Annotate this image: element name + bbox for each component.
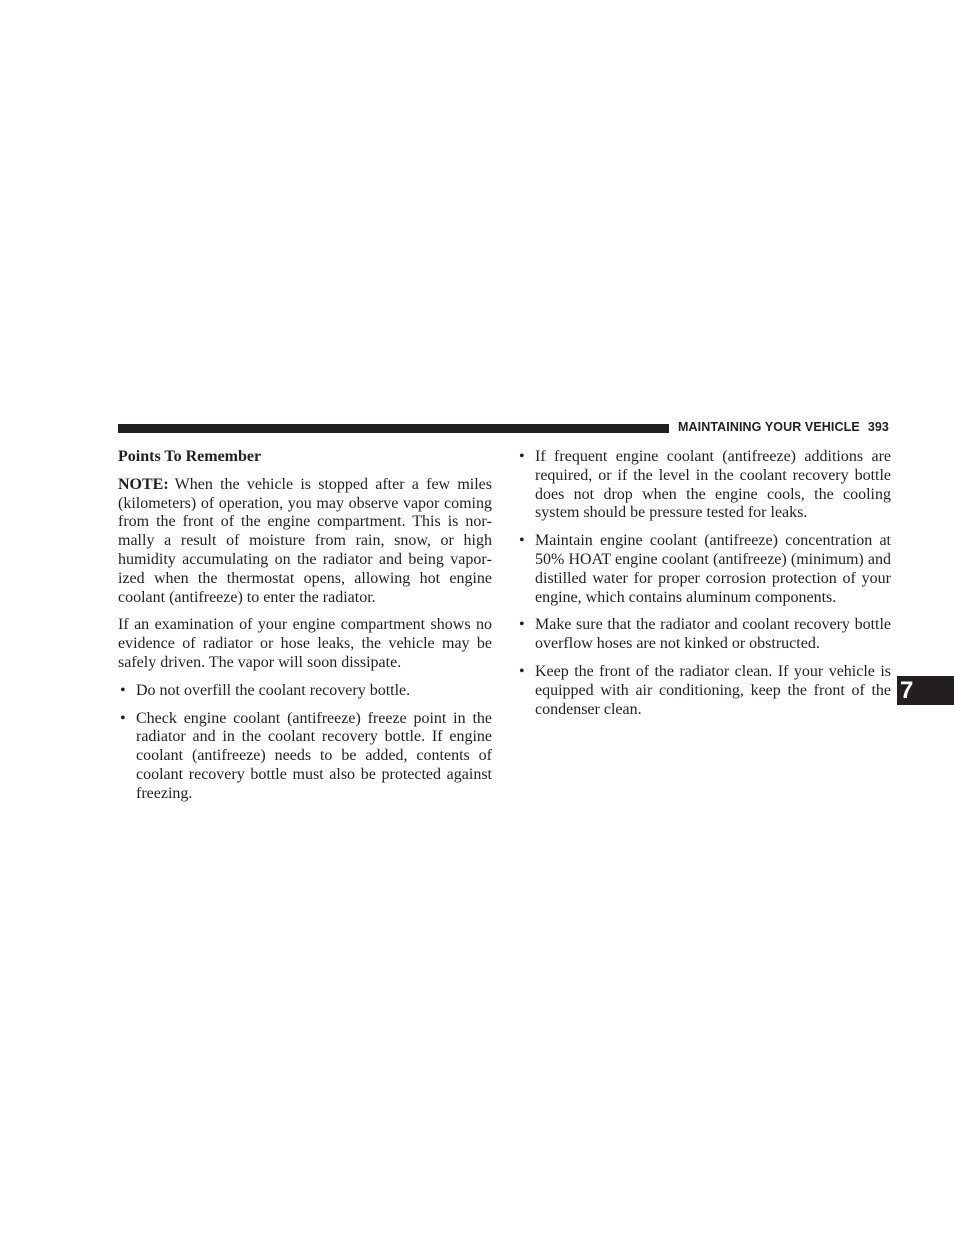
chapter-tab: 7 <box>897 676 954 705</box>
list-item-text: Maintain engine coolant (antifreeze) concentration at 50% HOAT engine coolant (antifreeze) (minimum) and distilled water for proper corrosion protection of your engine, which contains aluminum components. <box>535 532 891 606</box>
list-item <box>517 448 891 523</box>
list-item-text: Check engine coolant (antifreeze) freeze point in the radiator and in the coolant recovery bottle. If engine coolant (antifreeze) needs to be added, contents of coolant recovery bottle must also be protected against freezing. <box>136 709 492 802</box>
list-item <box>118 682 492 701</box>
note-label: NOTE: <box>118 475 169 493</box>
bullet-icon: • <box>120 681 126 699</box>
list-item <box>118 710 492 804</box>
bullet-icon: • <box>519 448 525 465</box>
bullet-icon: • <box>519 616 525 634</box>
list-item-text: Do not overfill the coolant recovery bottle. <box>136 681 411 699</box>
list-item-text: Keep the front of the radiator clean. If your vehicle is equipped with air conditioning, keep the front of the condenser clean. <box>535 662 891 718</box>
body-paragraph: If an examination of your engine compartment shows no evidence of radiator or hose leaks, the vehicle may be safely driven. The vapor will soon dissipate. <box>118 616 492 671</box>
list-item <box>517 663 891 719</box>
bullet-icon: • <box>120 709 126 727</box>
running-header <box>678 420 889 434</box>
note-paragraph <box>118 476 492 608</box>
bullet-icon: • <box>519 662 525 680</box>
header-rule <box>118 424 669 433</box>
list-item <box>517 532 891 607</box>
bullet-icon: • <box>519 532 525 550</box>
right-bullet-list <box>517 448 891 719</box>
right-column <box>517 448 891 728</box>
section-title: MAINTAINING YOUR VEHICLE <box>678 420 860 434</box>
left-bullet-list <box>118 682 492 804</box>
section-heading: Points To Remember <box>118 448 262 465</box>
note-text: When the vehicle is stopped after a few miles (kilometers) of operation, you may observe vapor coming from the front of the engine compartment. This is normally a result of moisture from rain, snow, or high humidity accumulating on the radiator and being vaporized when the thermostat opens, allowing hot engine coolant (antifreeze) to enter the radiator. <box>118 475 492 606</box>
left-column <box>118 448 492 813</box>
list-item-text: Make sure that the radiator and coolant recovery bottle overflow hoses are not kinked or obstructed. <box>535 616 891 653</box>
list-item-text: If frequent engine coolant (antifreeze) additions are required, or if the level in the coolant recovery bottle does not drop when the engine cools, the cooling system should be pressure tested for leaks. <box>535 448 891 522</box>
page-number: 393 <box>867 420 889 434</box>
list-item <box>517 616 891 654</box>
